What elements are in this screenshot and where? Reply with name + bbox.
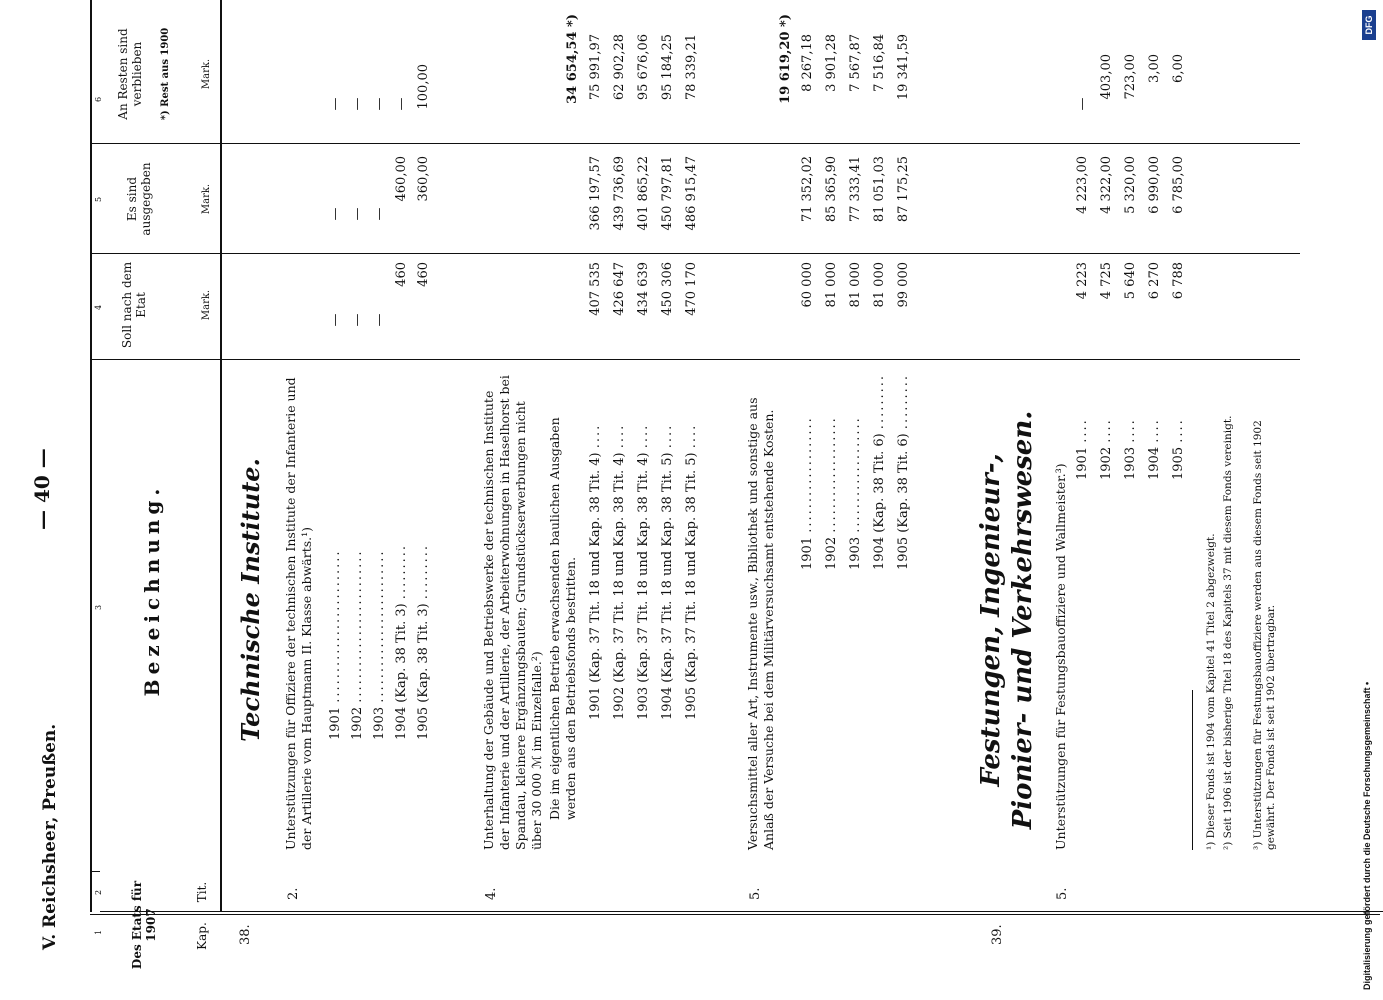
tit4-row-1905: 1905 (Kap. 37 Tit. 18 und Kap. 38 Tit. 5) .... xyxy=(684,423,699,720)
tit2-soll-1902: — xyxy=(350,313,365,327)
tit4-row-1901: 1901 (Kap. 37 Tit. 18 und Kap. 38 Tit. 4) .... xyxy=(588,423,603,720)
tit4-aus-1901: 366 197,57 xyxy=(588,156,603,231)
tit4-soll-1901: 407 535 xyxy=(588,262,603,316)
tit4-soll-1903: 434 639 xyxy=(636,262,651,316)
col12-title: Des Etats für 1907 xyxy=(130,880,158,970)
kap-38: 38. xyxy=(238,924,253,945)
col-bezeichnung-label: Bezeichnung. xyxy=(140,483,164,697)
tit5-row-1901: 1901 ................... xyxy=(800,416,815,570)
col-soll-label: Soll nach dem Etat xyxy=(120,261,148,349)
tit5-soll-1904: 81 000 xyxy=(872,262,887,308)
kap39-soll-1904: 6 270 xyxy=(1147,262,1162,300)
entry-tit2-text: Unterstützungen für Offiziere der technischen Institute der Infanterie und der Artillerie vom Hauptmann II. Klasse abwärts.¹) xyxy=(283,377,314,850)
tit5-row-1904: 1904 (Kap. 38 Tit. 6) ......... xyxy=(872,373,887,570)
tit5-soll-1901: 60 000 xyxy=(800,262,815,308)
kap-39: 39. xyxy=(990,924,1005,945)
tit2-rest-1902: — xyxy=(350,97,365,111)
tit5-row-1903: 1903 ................... xyxy=(848,416,863,570)
col-number-3: 3 xyxy=(94,604,103,610)
tit2-rest-1903: — xyxy=(372,97,387,111)
section-title-technische-institute: Technische Institute. xyxy=(236,458,265,742)
tit4-rest-1901: 75 991,97 xyxy=(588,34,603,101)
tit4-aus-1905: 486 915,47 xyxy=(684,156,699,231)
kap39-rest-1905: 6,00 xyxy=(1171,54,1186,83)
tit2-aus-1905: 360,00 xyxy=(416,156,431,202)
tit4-row-1903: 1903 (Kap. 37 Tit. 18 und Kap. 38 Tit. 4) .... xyxy=(636,423,651,720)
col-sep-1 xyxy=(90,914,1380,915)
tit2-row-1904: 1904 (Kap. 38 Tit. 3) ......... xyxy=(394,543,409,740)
tit2-row-1902: 1902 ......................... xyxy=(350,549,365,740)
tit2-soll-1901: — xyxy=(328,313,343,327)
footnote-3: ³) Unterstützungen für Festungsbauoffiziere werden aus diesem Fonds seit 1902 gewährt. Der Fonds ist seit 1902 übertragbar. xyxy=(1252,420,1277,850)
kap39-row-1904: 1904 .... xyxy=(1147,418,1162,480)
tit2-rest-1904: — xyxy=(394,97,409,111)
entry-kap39-tit5-text: Unterstützungen für Festungsbauoffiziere und Wallmeister.³) xyxy=(1053,463,1068,850)
kap39-rest-1902: 403,00 xyxy=(1099,54,1114,100)
tit-5-kap38: 5. xyxy=(748,887,763,900)
tit2-aus-1903: — xyxy=(372,207,387,221)
tit5-row-1905: 1905 (Kap. 38 Tit. 6) ......... xyxy=(896,373,911,570)
tit5-rest-1901: 8 267,18 xyxy=(800,34,815,92)
entry-tit5-text: Versuchsmittel aller Art, Instrumente usw., Bibliothek und sonstige aus Anlaß der Versuche bei dem Militärversuchsamt entstehende Kosten. xyxy=(745,397,776,850)
col-sep-4 xyxy=(90,359,1300,360)
kap39-aus-1904: 6 990,00 xyxy=(1147,156,1162,214)
kap39-soll-1905: 6 788 xyxy=(1171,262,1186,300)
col-sep-6 xyxy=(90,143,1300,144)
tit4-soll-1904: 450 306 xyxy=(660,262,675,316)
tit5-aus-1902: 85 365,90 xyxy=(824,156,839,223)
tit2-soll-1905: 460 xyxy=(416,262,431,287)
kap39-row-1902: 1902 .... xyxy=(1099,418,1114,480)
kap39-row-1903: 1903 .... xyxy=(1123,418,1138,480)
tit5-rest-1900: 19 619,20 *) xyxy=(778,14,793,104)
col-sep-3 xyxy=(100,911,1383,912)
tit5-aus-1904: 81 051,03 xyxy=(872,156,887,223)
kap39-soll-1903: 5 640 xyxy=(1123,262,1138,300)
kap39-aus-1905: 6 785,00 xyxy=(1171,156,1186,214)
header-bottom-rule xyxy=(220,0,222,912)
section-title-festungen: Festungen, Ingenieur-, Pionier- und Verkehrswesen. xyxy=(976,410,1038,830)
tit4-aus-1902: 439 736,69 xyxy=(612,156,627,231)
footnote-2: ²) Seit 1906 ist der bisherige Titel 18 des Kapitels 37 mit diesem Fonds vereinigt. xyxy=(1222,415,1234,850)
tit4-aus-1903: 401 865,22 xyxy=(636,156,651,231)
col-reste-label: An Resten sind verblieben xyxy=(116,28,144,120)
kap39-aus-1902: 4 322,00 xyxy=(1099,156,1114,214)
footnote-rule xyxy=(1192,690,1193,850)
col-number-2: 2 xyxy=(94,889,103,895)
kap39-rest-1901: — xyxy=(1075,97,1090,111)
col-reste-unit: Mark. xyxy=(201,58,212,90)
kap39-aus-1903: 5 320,00 xyxy=(1123,156,1138,214)
tit5-aus-1903: 77 333,41 xyxy=(848,156,863,223)
tit-5-kap39: 5. xyxy=(1055,887,1070,900)
tit2-rest-1901: — xyxy=(328,97,343,111)
digitization-note: Digitalisierung gefördert durch die Deutsche Forschungsgemeinschaft • xyxy=(1362,681,1372,990)
tit2-aus-1902: — xyxy=(350,207,365,221)
kap39-rest-1903: 723,00 xyxy=(1123,54,1138,100)
tit4-rest-1904: 95 184,25 xyxy=(660,34,675,101)
col-kap-label: Kap. xyxy=(195,922,209,950)
col-number-4: 4 xyxy=(94,304,103,310)
col-number-6: 6 xyxy=(94,96,103,102)
tit5-soll-1903: 81 000 xyxy=(848,262,863,308)
tit5-rest-1904: 7 516,84 xyxy=(872,34,887,92)
entry-tit4-text: Unterhaltung der Gebäude und Betriebswerke der technischen Institute der Infanterie und der Artillerie, der Arbeiterwohnungen in Haselhorst bei Spandau, kleinere Ergänzungsbauten; Grundstückserwerbungen nicht über 30 000 ℳ im Einzelfalle.²) xyxy=(481,375,544,850)
tit5-rest-1905: 19 341,59 xyxy=(896,34,911,101)
tit4-rest-1902: 62 902,28 xyxy=(612,34,627,101)
tit4-rest-1900: 34 654,54 *) xyxy=(565,14,580,104)
tit2-soll-1904: 460 xyxy=(394,262,409,287)
tit5-row-1902: 1902 ................... xyxy=(824,416,839,570)
tit5-soll-1902: 81 000 xyxy=(824,262,839,308)
tit5-soll-1905: 99 000 xyxy=(896,262,911,308)
col-sep-5 xyxy=(90,253,1300,254)
header-top-rule xyxy=(90,0,92,912)
tit5-rest-1902: 3 901,28 xyxy=(824,34,839,92)
kap39-aus-1901: 4 223,00 xyxy=(1075,156,1090,214)
tit4-soll-1905: 470 170 xyxy=(684,262,699,316)
col-tit-label: Tit. xyxy=(195,881,209,903)
running-header: V. Reichsheer, Preußen. xyxy=(40,723,60,950)
tit5-aus-1905: 87 175,25 xyxy=(896,156,911,223)
col-number-1: 1 xyxy=(94,929,103,935)
dfg-logo: DFG xyxy=(1362,10,1376,40)
tit2-row-1901: 1901 ......................... xyxy=(328,549,343,740)
tit-2: 2. xyxy=(286,887,301,900)
tit2-aus-1901: — xyxy=(328,207,343,221)
tit2-aus-1904: 460,00 xyxy=(394,156,409,202)
col-ausgegeben-unit: Mark. xyxy=(201,183,212,215)
col-sep-2 xyxy=(92,871,100,872)
kap39-row-1901: 1901 .... xyxy=(1075,418,1090,480)
kap39-row-1905: 1905 .... xyxy=(1171,418,1186,480)
col-ausgegeben-label: Es sind ausgegeben xyxy=(125,162,153,236)
tit4-rest-1903: 95 676,06 xyxy=(636,34,651,101)
tit5-rest-1903: 7 567,87 xyxy=(848,34,863,92)
col-soll-unit: Mark. xyxy=(201,289,212,321)
kap39-soll-1902: 4 725 xyxy=(1099,262,1114,300)
tit5-aus-1901: 71 352,02 xyxy=(800,156,815,223)
entry-tit4-subtext: Die im eigentlichen Betrieb erwachsenden baulichen Ausgaben werden aus den Betriebsfonds bestritten. xyxy=(547,417,578,820)
col-reste-note: *) Rest aus 1900 xyxy=(160,27,171,121)
kap39-soll-1901: 4 223 xyxy=(1075,262,1090,300)
tit4-aus-1904: 450 797,81 xyxy=(660,156,675,231)
tit4-row-1902: 1902 (Kap. 37 Tit. 18 und Kap. 38 Tit. 4) .... xyxy=(612,423,627,720)
tit-4: 4. xyxy=(484,887,499,900)
footnote-1: ¹) Dieser Fonds ist 1904 vom Kapitel 41 Titel 2 abgezweigt. xyxy=(1205,533,1217,850)
tit4-soll-1902: 426 647 xyxy=(612,262,627,316)
tit4-rest-1905: 78 339,21 xyxy=(684,34,699,101)
tit2-row-1905: 1905 (Kap. 38 Tit. 3) ......... xyxy=(416,543,431,740)
tit2-rest-1905: 100,00 xyxy=(416,64,431,110)
kap39-rest-1904: 3,00 xyxy=(1147,54,1162,83)
page-number: — 40 — xyxy=(30,448,54,530)
col-number-5: 5 xyxy=(94,196,103,202)
tit2-row-1903: 1903 ......................... xyxy=(372,549,387,740)
tit4-row-1904: 1904 (Kap. 37 Tit. 18 und Kap. 38 Tit. 5) .... xyxy=(660,423,675,720)
tit2-soll-1903: — xyxy=(372,313,387,327)
